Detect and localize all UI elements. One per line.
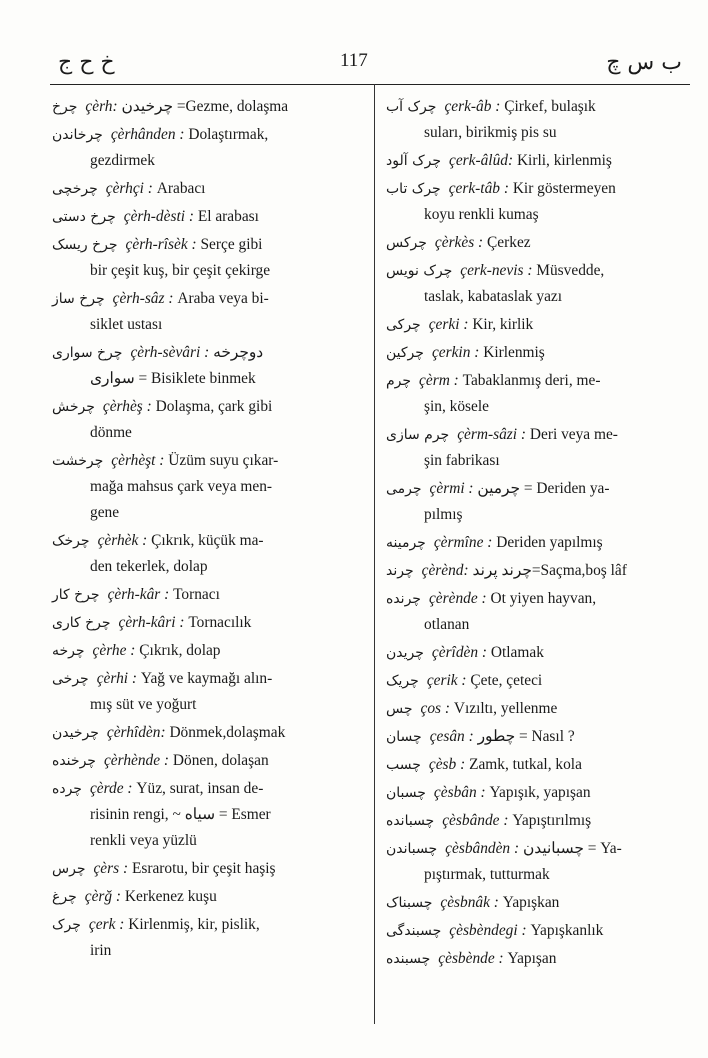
entry-arabic-headword: چرخشت <box>52 453 104 469</box>
entry-definition: Araba veya bi- <box>177 290 269 307</box>
entry-transliteration: çèrhi : <box>96 670 141 687</box>
entry-transliteration: çèrğ : <box>84 888 125 905</box>
entry-definition: Zamk, tutkal, kola <box>469 756 582 773</box>
entry-arabic-headword: چرغ <box>52 889 77 905</box>
column-divider <box>374 84 375 1024</box>
entry-definition: Yüz, surat, insan de- <box>136 780 264 797</box>
entry-arabic-headword: چس <box>386 701 413 717</box>
entry-continuation: dönme <box>90 424 132 441</box>
dictionary-entry <box>52 884 364 910</box>
entry-definition: چرمین = Deriden ya- <box>477 480 610 497</box>
entry-definition: Kirlenmiş <box>483 344 545 361</box>
entry-arabic-headword: چسباندن <box>386 841 438 857</box>
page-header <box>0 48 708 82</box>
entry-continuation: pılmış <box>424 506 463 523</box>
entry-transliteration: çerkin : <box>431 344 484 361</box>
entry-arabic-headword: چرک نویس <box>386 263 453 279</box>
dictionary-entry <box>386 780 686 806</box>
entry-transliteration: çèrkès : <box>434 234 488 251</box>
entry-transliteration: çèsb : <box>428 756 470 773</box>
entry-continuation: den tekerlek, dolap <box>90 558 208 575</box>
entry-definition: Otlamak <box>490 644 544 661</box>
entry-definition: Kirli, kirlenmiş <box>516 152 612 169</box>
entry-definition: Yapışkanlık <box>530 922 604 939</box>
entry-definition: Deriden yapılmış <box>496 534 603 551</box>
entry-arabic-headword: چرکین <box>386 345 424 361</box>
entry-arabic-headword: چرک آلود <box>386 153 441 169</box>
entry-continuation: şin, kösele <box>424 398 489 415</box>
dictionary-entry <box>386 312 686 338</box>
entry-definition: Yapışkan <box>502 894 560 911</box>
entry-arabic-headword: چسان <box>386 729 422 745</box>
entry-continuation: otlanan <box>424 616 470 633</box>
entry-transliteration: çèrh-rîsèk : <box>125 236 201 253</box>
dictionary-entry <box>386 148 686 174</box>
left-column <box>52 94 364 964</box>
entry-transliteration: çerki : <box>428 316 473 333</box>
entry-transliteration: çerk : <box>88 916 129 933</box>
entry-definition: Kir göstermeyen <box>512 180 616 197</box>
entry-transliteration: çèrhèşt : <box>111 452 169 469</box>
dictionary-entry <box>386 422 686 474</box>
entry-transliteration: çèsbènde : <box>438 950 508 967</box>
entry-arabic-headword: چرخ ریسک <box>52 237 118 253</box>
entry-transliteration: çèrhânden : <box>110 126 189 143</box>
entry-transliteration: ços : <box>420 700 454 717</box>
entry-arabic-headword: چرخ کار <box>52 587 100 603</box>
entry-transliteration: çèrmîne : <box>433 534 497 551</box>
entry-continuation: renkli veya yüzlü <box>90 832 197 849</box>
entry-definition: Müsvedde, <box>536 262 605 279</box>
entry-transliteration: çèrîdèn : <box>431 644 491 661</box>
header-left-letters: خ ح ج <box>58 50 115 75</box>
entry-definition: Tornacı <box>173 586 220 603</box>
entry-transliteration: çèrh-kâr : <box>107 586 174 603</box>
dictionary-entry <box>52 748 364 774</box>
entry-transliteration: çesân : <box>429 728 478 745</box>
entry-transliteration: çèrh-sâz : <box>112 290 178 307</box>
entry-arabic-headword: چرخ <box>52 99 78 115</box>
dictionary-entry <box>386 836 686 888</box>
entry-definition: Çerkez <box>487 234 531 251</box>
entry-transliteration: çèrde : <box>89 780 137 797</box>
entry-transliteration: çèsbnâk : <box>440 894 503 911</box>
entry-transliteration: çèrènde : <box>428 590 491 607</box>
entry-arabic-headword: چرمی <box>386 481 422 497</box>
entry-arabic-headword: چرخ کاری <box>52 615 111 631</box>
entry-arabic-headword: چسبانده <box>386 813 435 829</box>
entry-continuation: koyu renkli kumaş <box>424 206 539 223</box>
dictionary-entry <box>52 528 364 580</box>
entry-definition: Çete, çeteci <box>470 672 543 689</box>
dictionary-entry <box>386 752 686 778</box>
dictionary-entry <box>52 856 364 882</box>
entry-continuation: mış süt ve yoğurt <box>90 696 197 713</box>
entry-definition: Çirkef, bulaşık <box>504 98 596 115</box>
entry-transliteration: çerk-âb : <box>444 98 505 115</box>
entry-transliteration: çèrh-kâri : <box>118 614 189 631</box>
entry-transliteration: çerk-tâb : <box>448 180 513 197</box>
entry-arabic-headword: چسبناک <box>386 895 433 911</box>
entry-definition: Deri veya me- <box>529 426 618 443</box>
dictionary-entry <box>52 122 364 174</box>
entry-arabic-headword: چرکی <box>386 317 421 333</box>
entry-arabic-headword: چرم سازی <box>386 427 450 443</box>
dictionary-entry <box>386 368 686 420</box>
entry-continuation: mağa mahsus çark veya men- <box>90 478 273 495</box>
entry-definition: چطور = Nasıl ? <box>477 728 575 745</box>
dictionary-entry <box>386 668 686 694</box>
entry-arabic-headword: چرخ دستی <box>52 209 116 225</box>
entry-definition: Esrarotu, bir çeşit haşiş <box>131 860 276 877</box>
dictionary-entry <box>386 530 686 556</box>
entry-continuation: taslak, kabataslak yazı <box>424 288 563 305</box>
dictionary-entry <box>52 204 364 230</box>
dictionary-entry <box>52 610 364 636</box>
dictionary-entry <box>386 476 686 528</box>
entry-definition: Yapışık, yapışan <box>489 784 591 801</box>
dictionary-entry <box>386 558 686 584</box>
entry-arabic-headword: چرکس <box>386 235 427 251</box>
entry-arabic-headword: چرخش <box>52 399 95 415</box>
entry-continuation: şin fabrikası <box>424 452 500 469</box>
entry-arabic-headword: چرخک <box>52 533 90 549</box>
dictionary-entry <box>386 724 686 750</box>
entry-arabic-headword: چرس <box>52 861 86 877</box>
entry-continuation: bir çeşit kuş, bir çeşit çekirge <box>90 262 271 279</box>
page-number: 117 <box>340 50 368 71</box>
dictionary-entry <box>52 638 364 664</box>
dictionary-entry <box>52 232 364 284</box>
entry-definition: Yağ ve kaymağı alın- <box>140 670 273 687</box>
entry-arabic-headword: چرده <box>52 781 82 797</box>
entry-transliteration: çèrhe : <box>92 642 140 659</box>
entry-transliteration: çèsbândèn : <box>445 840 523 857</box>
entry-definition: Ot yiyen hayvan, <box>490 590 597 607</box>
dictionary-entry <box>386 258 686 310</box>
entry-arabic-headword: چرخ ساز <box>52 291 105 307</box>
dictionary-entry <box>52 340 364 392</box>
entry-transliteration: çèrm : <box>419 372 463 389</box>
dictionary-entry <box>386 640 686 666</box>
dictionary-entry <box>386 94 686 146</box>
dictionary-entry <box>52 394 364 446</box>
entry-definition: Yapışan <box>507 950 557 967</box>
dictionary-entry <box>386 230 686 256</box>
dictionary-entry <box>386 918 686 944</box>
entry-transliteration: çerk-nevis : <box>460 262 537 279</box>
entry-definition: Kerkenez kuşu <box>124 888 217 905</box>
entry-definition: Dolaşma, çark gibi <box>155 398 273 415</box>
entry-arabic-headword: چرند <box>386 563 414 579</box>
entry-transliteration: çèsbèndegi : <box>449 922 531 939</box>
dictionary-entry <box>386 696 686 722</box>
entry-continuation: gene <box>90 504 120 521</box>
entry-continuation: siklet ustası <box>90 316 163 333</box>
entry-definition: Tornacılık <box>188 614 252 631</box>
entry-arabic-headword: چسبنده <box>386 951 431 967</box>
entry-arabic-headword: چرخچی <box>52 181 98 197</box>
entry-definition: Kirlenmiş, kir, pislik, <box>128 916 260 933</box>
entry-arabic-headword: چرم <box>386 373 412 389</box>
entry-arabic-headword: چرخاندن <box>52 127 103 143</box>
entry-transliteration: çerik : <box>426 672 471 689</box>
entry-transliteration: çerk-âlûd: <box>448 152 517 169</box>
entry-arabic-headword: چرنده <box>386 591 421 607</box>
entry-transliteration: çèsbânde : <box>442 812 513 829</box>
dictionary-entry <box>386 340 686 366</box>
entry-arabic-headword: چسب <box>386 757 421 773</box>
entry-definition: Çıkrık, küçük ma- <box>151 532 264 549</box>
entry-arabic-headword: چسبان <box>386 785 426 801</box>
entry-transliteration: çèrhçi : <box>105 180 157 197</box>
dictionary-entry <box>386 176 686 228</box>
entry-definition: Arabacı <box>156 180 206 197</box>
entry-arabic-headword: چرخیدن <box>52 725 99 741</box>
dictionary-entry <box>52 286 364 338</box>
entry-transliteration: çèrh: <box>85 98 122 115</box>
dictionary-entry <box>52 582 364 608</box>
entry-transliteration: çèrmi : <box>429 480 478 497</box>
entry-transliteration: çèrhèş : <box>102 398 156 415</box>
entry-arabic-headword: چرخنده <box>52 753 96 769</box>
entry-transliteration: çèrh-sèvâri : <box>130 344 214 361</box>
right-column <box>386 94 686 972</box>
entry-definition: Yapıştırılmış <box>512 812 592 829</box>
entry-continuation: suları, birikmiş pis su <box>424 124 557 141</box>
dictionary-entry <box>386 890 686 916</box>
entry-definition: چرند پرند=Saçma,boş lâf <box>472 562 627 579</box>
dictionary-entry <box>52 720 364 746</box>
entry-definition: Tabaklanmış deri, me- <box>462 372 601 389</box>
entry-continuation: سواری = Bisiklete binmek <box>90 370 256 387</box>
dictionary-entry <box>52 666 364 718</box>
entry-definition: Kir, kirlik <box>472 316 534 333</box>
entry-arabic-headword: چرخ سواری <box>52 345 123 361</box>
entry-transliteration: çèrh-dèsti : <box>123 208 198 225</box>
dictionary-entry <box>52 94 364 120</box>
entry-definition: دوچرخه <box>213 344 264 361</box>
header-right-letters: ب س چ <box>606 50 682 75</box>
entry-arabic-headword: چریدن <box>386 645 424 661</box>
dictionary-entry <box>52 176 364 202</box>
dictionary-entry <box>386 946 686 972</box>
entry-definition: Üzüm suyu çıkar- <box>168 452 279 469</box>
dictionary-entry <box>52 912 364 964</box>
entry-arabic-headword: چرخه <box>52 643 85 659</box>
entry-continuation: risinin rengi, ~ سیاه = Esmer <box>90 806 271 823</box>
header-rule <box>50 84 690 85</box>
entry-arabic-headword: چسبندگی <box>386 923 442 939</box>
entry-arabic-headword: چرخی <box>52 671 89 687</box>
entry-continuation: gezdirmek <box>90 152 155 169</box>
dictionary-entry <box>386 808 686 834</box>
entry-transliteration: çèrhèk : <box>97 532 152 549</box>
entry-arabic-headword: چرک <box>52 917 81 933</box>
entry-definition: چرخیدن =Gezme, dolaşma <box>121 98 289 115</box>
dictionary-entry <box>52 448 364 526</box>
entry-definition: Dönen, dolaşan <box>172 752 269 769</box>
entry-definition: Dönmek,dolaşmak <box>169 724 286 741</box>
entry-definition: چسبانیدن = Ya- <box>522 840 622 857</box>
entry-transliteration: çèrhîdèn: <box>106 724 170 741</box>
entry-continuation: pıştırmak, tutturmak <box>424 866 550 883</box>
entry-definition: Çıkrık, dolap <box>139 642 221 659</box>
entry-definition: El arabası <box>197 208 259 225</box>
entry-transliteration: çèrhènde : <box>103 752 173 769</box>
dictionary-entry <box>386 586 686 638</box>
entry-definition: Vızıltı, yellenme <box>453 700 558 717</box>
entry-definition: Serçe gibi <box>200 236 263 253</box>
entry-transliteration: çèsbân : <box>433 784 490 801</box>
entry-definition: Dolaştırmak, <box>188 126 269 143</box>
entry-transliteration: çèrm-sâzi : <box>457 426 530 443</box>
entry-arabic-headword: چرک تاب <box>386 181 441 197</box>
entry-transliteration: çèrs : <box>93 860 132 877</box>
dictionary-entry <box>52 776 364 854</box>
entry-continuation: irin <box>90 942 112 959</box>
entry-arabic-headword: چرمینه <box>386 535 426 551</box>
entry-arabic-headword: چرک آب <box>386 99 437 115</box>
entry-arabic-headword: چریک <box>386 673 419 689</box>
entry-transliteration: çèrènd: <box>421 562 473 579</box>
